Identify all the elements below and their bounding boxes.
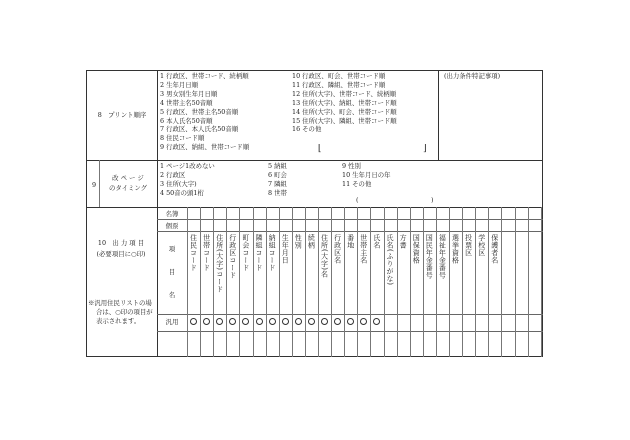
grid-col-line [449, 207, 450, 357]
page-break-option: 1 ページ1改めない [160, 162, 215, 170]
grid-col-line [344, 207, 345, 357]
print-order-option: 15 住所(大字)、隣組、世帯コード順 [292, 116, 397, 125]
print-order-option: 16 その他 [292, 125, 322, 134]
grid-col-line [331, 207, 332, 357]
grid-row-line [157, 231, 543, 232]
page-break-option: 8 世帯 [268, 188, 287, 197]
grid-col-line [384, 207, 385, 357]
item-column-11: 住所(大字)名 [320, 234, 329, 278]
bracket-left: ⌊ [318, 144, 322, 154]
grid-col-line [213, 207, 214, 357]
item-column-3: 住所(大字)コード [215, 234, 224, 293]
row-label-meibo: 名簿 [165, 210, 179, 218]
page-break-number-divider [99, 160, 100, 207]
note-line-2: 合は、○印の項目が [96, 308, 153, 316]
print-order-option: 11 行政区、隣組、世帯コード順 [292, 80, 386, 89]
row-label-koumoku-3: 名 [168, 291, 176, 299]
item-column-16: 氏名(ふりがな) [386, 234, 394, 286]
item-column-15: 氏名 [372, 234, 381, 249]
hanyou-mark-circle [321, 318, 328, 325]
item-column-7: 納組コード [268, 234, 277, 272]
grid-col-line [462, 207, 463, 357]
grid-col-line [253, 207, 254, 357]
print-order-option: 9 行政区、納組、世帯コード順 [160, 143, 250, 152]
grid-col-line [423, 207, 424, 357]
print-order-option: 13 住所(大字)、納組、世帯コード順 [292, 98, 397, 107]
other-paren-open: ( [356, 196, 359, 204]
item-column-23: 学校区 [477, 234, 486, 257]
item-column-8: 生年月日 [281, 234, 290, 264]
grid-col-line [305, 207, 306, 357]
print-order-option: 8 住民コード順 [160, 134, 205, 143]
grid-col-line [475, 207, 476, 357]
item-column-9: 性別 [294, 234, 303, 249]
bracket-right: ⌋ [423, 144, 427, 154]
page-break-option: 2 行政区 [160, 170, 186, 179]
page-break-option: 5 納組 [268, 162, 287, 170]
grid-col-line [501, 207, 502, 357]
grid-col-line [488, 207, 489, 357]
row-label-koumoku-1: 項 [168, 245, 176, 253]
item-column-2: 世帯コード [202, 234, 211, 272]
grid-col-line [436, 207, 437, 357]
row-label-daichou: 個票 [165, 222, 179, 230]
item-column-10: 続柄 [307, 234, 316, 249]
item-column-21: 選挙資格 [451, 234, 460, 264]
note-line-3: 表示されます。 [96, 317, 141, 325]
grid-row-line [157, 314, 543, 315]
item-column-20: 福祉年金番号 [438, 234, 447, 279]
row-label-koumoku-2: 目 [168, 268, 176, 276]
item-column-6: 隣組コード [255, 234, 263, 272]
page-break-option: 4 50音の頭1桁 [160, 188, 204, 197]
grid-row-line [157, 219, 543, 220]
print-order-option: 10 行政区、町会、世帯コード順 [292, 72, 386, 80]
print-order-option: 12 住所(大字)、世帯コード、続柄順 [292, 89, 397, 98]
page-break-number: 9 [91, 181, 97, 189]
page-break-label-2: のタイミング [108, 184, 148, 192]
page-break-option: 10 生年月日の年 [342, 170, 391, 179]
print-order-option: 5 行政区、世帯主名50音順 [160, 107, 239, 116]
grid-col-line [357, 207, 358, 357]
print-order-label: 8 プリント順序 [97, 111, 147, 119]
hanyou-mark-circle [190, 318, 197, 325]
section-divider [86, 160, 543, 161]
special-conditions-label: (出力条件特記事項) [444, 72, 501, 80]
print-order-option: 4 世帯主名50音順 [160, 98, 213, 107]
print-order-option: 6 本人氏名50音順 [160, 116, 213, 125]
hanyou-mark-circle [295, 318, 302, 325]
page-break-option: 7 隣組 [268, 179, 287, 188]
output-items-label-2: (必要項目に○印) [96, 250, 146, 258]
print-order-option: 2 生年月日順 [160, 80, 199, 89]
special-conditions-divider [438, 70, 439, 160]
page-break-option: 3 住所(大字) [160, 179, 197, 188]
grid-col-line [239, 207, 240, 357]
item-column-22: 投票区 [464, 234, 473, 257]
grid-col-line [266, 207, 267, 357]
hanyou-mark-circle [256, 318, 263, 325]
page-break-option: 6 町会 [268, 170, 287, 179]
hanyou-mark-circle [282, 318, 289, 325]
page-break-option: 11 その他 [342, 179, 372, 188]
grid-col-line [515, 207, 516, 357]
print-order-option: 7 行政区、本人氏名50音順 [160, 125, 239, 134]
print-order-option: 3 男女別生年月日順 [160, 89, 218, 98]
grid-col-line [292, 207, 293, 357]
grid-col-line [200, 207, 201, 357]
other-paren-close: ) [431, 196, 434, 204]
grid-col-line [528, 207, 529, 357]
item-column-1: 住民コード [189, 234, 198, 272]
grid-col-line [318, 207, 319, 357]
page-break-label-1: 改 ペ ー ジ [112, 174, 144, 182]
item-column-24: 保護者名 [490, 234, 499, 264]
grid-col-line [410, 207, 411, 357]
item-column-13: 番地 [346, 234, 355, 249]
grid-col-line [187, 207, 188, 357]
item-column-12: 行政区名 [333, 234, 342, 264]
hanyou-mark-circle [269, 318, 276, 325]
note-line-1: ※汎用住民リストの場 [88, 299, 152, 307]
item-column-17: 方書 [399, 234, 408, 249]
grid-col-line [226, 207, 227, 357]
grid-col-line [541, 207, 542, 357]
page-break-option: 9 性別 [342, 162, 361, 170]
grid-col-line [370, 207, 371, 357]
output-items-label-1: 10 出 力 項 目 [97, 239, 145, 247]
item-column-14: 世帯主名 [359, 234, 368, 264]
hanyou-mark-circle [308, 318, 315, 325]
print-order-option: 1 行政区、世帯コード、続柄順 [160, 72, 249, 80]
item-column-4: 行政区コード [228, 234, 237, 279]
row-label-hanyou: 汎用 [165, 318, 179, 326]
grid-col-line [397, 207, 398, 357]
item-column-5: 町会コード [241, 234, 250, 272]
grid-col-line [279, 207, 280, 357]
print-order-option: 14 住所(大字)、町会、世帯コード順 [292, 107, 397, 116]
grid-row-line [157, 331, 543, 332]
item-column-19: 国民年金番号 [425, 234, 434, 279]
item-column-18: 国保資格 [412, 234, 421, 264]
